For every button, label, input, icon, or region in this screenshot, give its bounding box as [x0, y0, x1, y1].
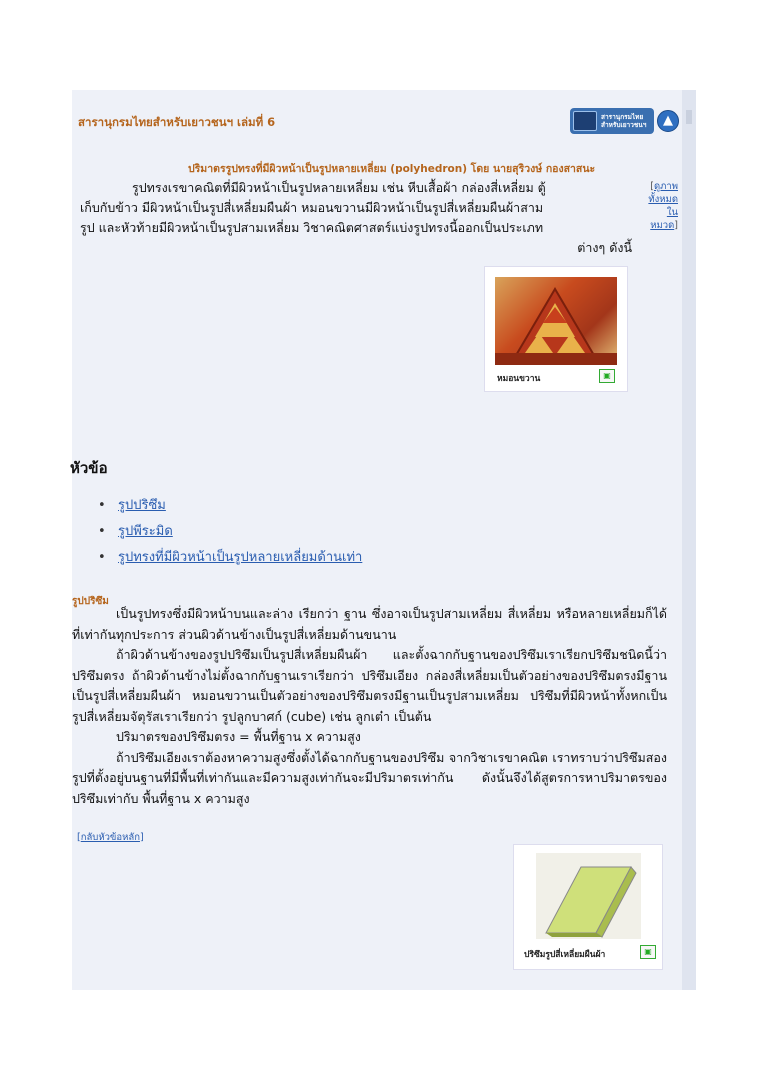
- back-link-text[interactable]: กลับหัวข้อหลัก: [80, 832, 140, 843]
- intro-paragraph: [80, 178, 640, 238]
- book-icon: [573, 111, 597, 131]
- view-all-images-text[interactable]: ดูภาพทั้งหมดใน หมวด: [648, 181, 678, 231]
- toc-item-regular-polyhedron[interactable]: • รูปทรงที่มีผิวหน้าเป็นรูปหลายเหลี่ยมด้านเท่า: [98, 546, 362, 562]
- section-prism-body: [72, 604, 667, 809]
- intro-line1: รูปทรงเรขาคณิตที่มีผิวหน้าเป็นรูปหลายเหลี่ยม เช่น หีบเสื้อผ้า กล่องสี่เหลี่ยม ตู้: [132, 180, 546, 195]
- intro-line2: เก็บกับข้าว มีผิวหน้าเป็นรูปสี่เหลี่ยมผืนผ้า หมอนขวานมีผิวหน้าเป็นรูปสี่เหลี่ยมผืนผ้าสาม: [80, 200, 544, 215]
- zoom-photo-icon[interactable]: ▣: [599, 369, 615, 383]
- figure1-caption: หมอนขวาน: [497, 374, 541, 384]
- prism-p1: เป็นรูปทรงซึ่งมีผิวหน้าบนและล่าง เรียกว่า ฐาน ซึ่งอาจเป็นรูปสามเหลี่ยม สี่เหลี่ยม หรือหลายเหลี่ยมก็ได้ที่เท่ากันทุกประการ ส่วนผิวด้านข้างเป็นรูปสี่เหลี่ยมด้านขนาน: [72, 606, 667, 642]
- back-to-main-topics-link[interactable]: [กลับหัวข้อหลัก]: [77, 832, 144, 843]
- view-all-images-link[interactable]: [644, 180, 678, 232]
- bracket-close: ]: [674, 220, 678, 231]
- toc-list: [98, 494, 362, 572]
- encyclopedia-logo[interactable]: [570, 108, 654, 134]
- article-heading: ปริมาตรรูปทรงที่มีผิวหน้าเป็นรูปหลายเหลี่ยม (polyhedron) โดย นายสุริวงษ์ กองสาสนะ: [188, 163, 596, 175]
- logo-line2: สำหรับเยาวชนฯ: [601, 121, 647, 129]
- logo-line1: สารานุกรมไทย: [601, 113, 644, 121]
- prism-volume-formula: ปริมาตรของปริซึมตรง = พื้นที่ฐาน x ความสูง: [116, 729, 361, 744]
- scroll-up-button[interactable]: [657, 110, 679, 132]
- intro-line3: รูป และหัวท้ายมีผิวหน้าเป็นรูปสามเหลี่ยม วิชาคณิตศาสตร์แบ่งรูปทรงนี้ออกเป็นประเภท: [80, 220, 544, 235]
- scrollbar[interactable]: [682, 90, 696, 990]
- figure2-caption: ปริซึมรูปสี่เหลี่ยมผืนผ้า: [524, 950, 606, 960]
- book-title: สารานุกรมไทยสำหรับเยาวชนฯ เล่มที่ 6: [78, 115, 276, 129]
- figure-rectangular-prism[interactable]: [513, 844, 663, 970]
- oblique-prism-illustration: [536, 853, 641, 939]
- arrow-up-icon: ▲: [663, 113, 673, 128]
- section-prism-title: รูปปริซึม: [72, 596, 109, 607]
- prism-p2: ถ้าผิวด้านข้างของรูปปริซึมเป็นรูปสี่เหลี่ยมผืนผ้า และตั้งฉากกับฐานของปริซึมเราเรียกปริซึมชนิดนี้ว่า ปริซึมตรง ถ้าผิวด้านข้างไม่ตั้งฉากกับฐานเราเรียกว่า ปริซึมเอียง กล่องสี่เหลี่ยมเป็นตัวอย่างของปริซึมตรงมีฐานเป็นรูปสี่เหลี่ยมผืนผ้า หมอนขวานเป็นตัวอย่างของปริซึมตรงมีฐานเป็นรูปสามเหลี่ยม ปริซึมที่มีผิวหน้าทั้งหกเป็นรูปสี่เหลี่ยมจัตุรัสเราเรียกว่า รูปลูกบาศก์ (cube) เช่น ลูกเต๋า เป็นต้น: [72, 647, 667, 724]
- intro-line4: ต่างๆ ดังนี้: [577, 240, 632, 255]
- toc-title: หัวข้อ: [70, 459, 108, 477]
- bracket-open: [: [650, 181, 654, 192]
- toc-item-prism[interactable]: • รูปปริซึม: [98, 494, 362, 510]
- prism-p4: ถ้าปริซึมเอียงเราต้องหาความสูงซึ่งตั้งได้ฉากกับฐานของปริซึม จากวิชาเรขาคณิต เราทราบว่าปริซึมสองรูปที่ตั้งอยู่บนฐานที่มีพื้นที่เท่ากันและมีความสูงเท่ากันจะมีปริมาตรเท่ากัน ดังนั้นจึงได้สูตรการหาปริมาตรของปริซึมเท่ากับ พื้นที่ฐาน x ความสูง: [72, 749, 667, 806]
- rectangular-prism-image[interactable]: [536, 853, 641, 939]
- axe-pillow-image[interactable]: [495, 277, 617, 365]
- figure-axe-pillow[interactable]: [484, 266, 628, 392]
- toc-item-pyramid[interactable]: • รูปพีระมิด: [98, 520, 362, 536]
- zoom-photo-icon[interactable]: ▣: [640, 945, 656, 959]
- axe-pillow-illustration: [495, 277, 617, 365]
- scrollbar-thumb[interactable]: [686, 110, 692, 124]
